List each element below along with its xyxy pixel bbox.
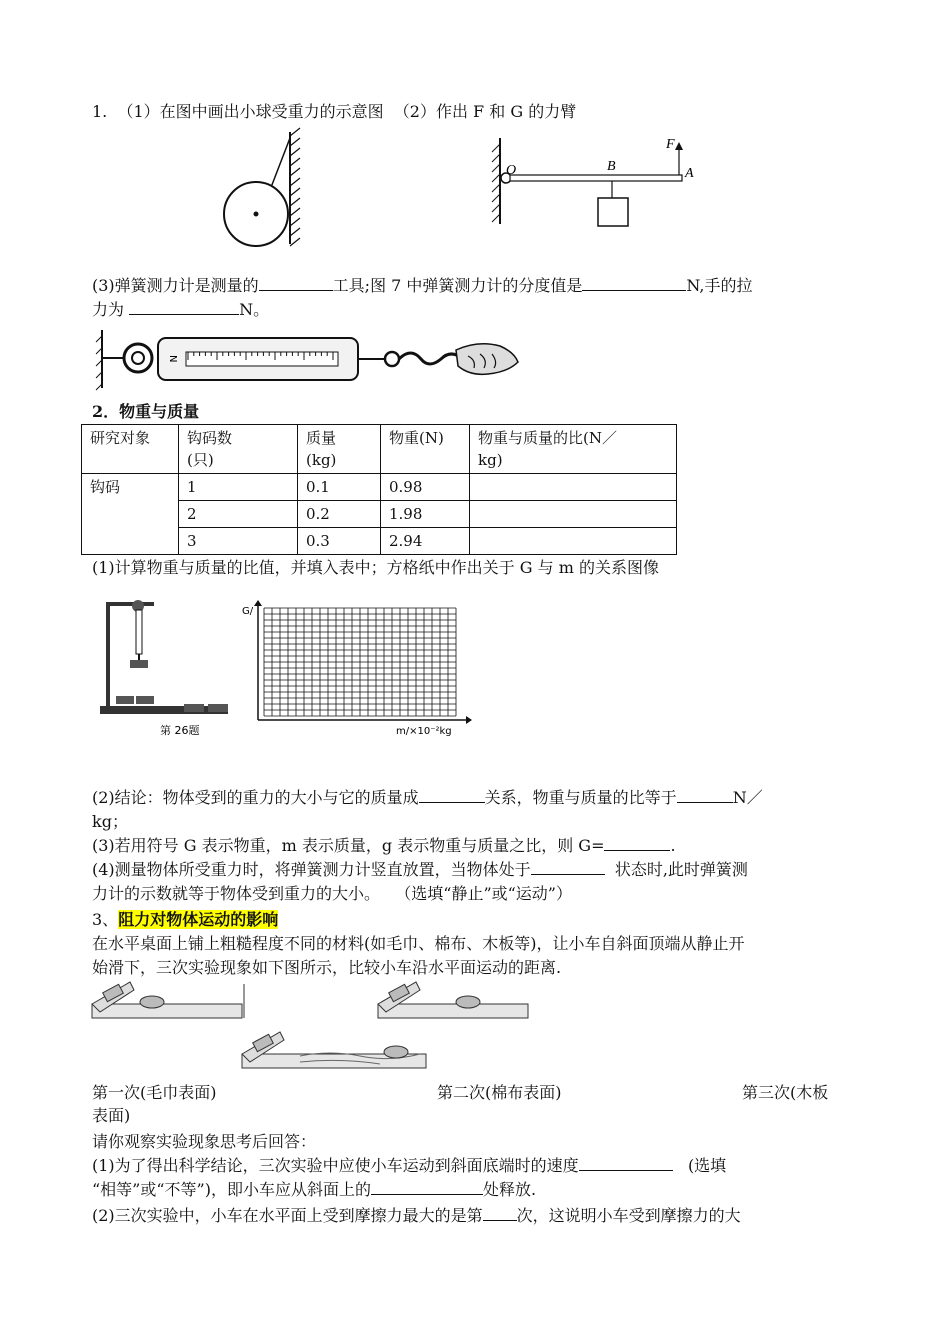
table-cell: 1.98 (381, 501, 470, 528)
table-header-cell: 钩码数 (只) (179, 425, 298, 474)
table-header-cell: 研究对象 (82, 425, 179, 474)
table-cell-ratio-input[interactable] (470, 528, 677, 555)
ramp-figure-wood (240, 1030, 430, 1072)
table-cell: 1 (179, 474, 298, 501)
graph-x-label: m/×10⁻²kg (396, 726, 452, 737)
graph-y-label: G/ (242, 606, 254, 617)
table-header-cell: 物重与质量的比(N／ kg) (470, 425, 677, 474)
caption-first: 第一次(毛巾表面) (92, 1083, 217, 1102)
q1-heading: 1. （1）在图中画出小球受重力的示意图 （2）作出 F 和 G 的力臂 (92, 102, 577, 121)
table-cell: 0.98 (381, 474, 470, 501)
q2-heading: 2．物重与质量 (92, 402, 200, 421)
spring-scale-figure (96, 328, 526, 390)
table-header-cell: 物重(N) (381, 425, 470, 474)
blank-proportion[interactable] (419, 786, 485, 803)
blank-division[interactable] (582, 274, 686, 291)
table-cell: 0.1 (298, 474, 381, 501)
q3-answer1-line1: (1)为了得出科学结论，三次实验中应使小车运动到斜面底端时的速度 (选填 (92, 1156, 727, 1175)
q2-part2-line1: (2)结论：物体受到的重力的大小与它的质量成 关系，物重与质量的比等于 N／ (92, 788, 763, 807)
table-cell-ratio-input[interactable] (470, 474, 677, 501)
blank-trial[interactable] (483, 1204, 517, 1221)
q2-part2-line2: kg； (92, 812, 128, 831)
figure-caption: 第 26题 (160, 724, 200, 737)
q3-answer2: (2)三次实验中，小车在水平面上受到摩擦力最大的是第 次，这说明小车受到摩擦力的大 (92, 1206, 741, 1225)
table-cell: 2 (179, 501, 298, 528)
q3-intro-line2: 始滑下，三次实验现象如下图所示，比较小车沿水平面运动的距离. (92, 958, 562, 977)
q3-title: 阻力对物体运动的影响 (118, 910, 279, 929)
table-cell: 2.94 (381, 528, 470, 555)
scale-unit-label: N (167, 355, 178, 363)
blank-release[interactable] (371, 1178, 483, 1195)
caption-third: 第三次(木板 (742, 1083, 829, 1102)
blank-pull[interactable] (129, 298, 239, 315)
q3-intro-line1: 在水平桌面上铺上粗糙程度不同的材料(如毛巾、棉布、木板等)，让小车自斜面顶端从静止开 (92, 934, 745, 953)
blank-ratio[interactable] (677, 786, 733, 803)
table-cell-object: 钩码 (82, 474, 179, 555)
blank-tool[interactable] (259, 274, 333, 291)
table-cell: 0.2 (298, 501, 381, 528)
q2-part4-line2: 力计的示数就等于物体受到重力的大小。 （选填“静止”或“运动”） (92, 884, 572, 903)
blank-state[interactable] (531, 858, 605, 875)
q1-part3-line1: (3)弹簧测力计是测量的 工具;图 7 中弹簧测力计的分度值是 N,手的拉 (92, 276, 753, 295)
q2-part4-line1: (4)测量物体所受重力时，将弹簧测力计竖直放置，当物体处于 状态时,此时弹簧测 (92, 860, 748, 879)
label-b: B (607, 159, 616, 174)
q3-answer1-line2: “相等”或“不等”)，即小车应从斜面上的 处释放. (92, 1180, 537, 1199)
q3-heading: 3、阻力对物体运动的影响 (92, 910, 279, 929)
graph-paper (240, 600, 470, 740)
table-header-cell: 质量 (kg) (298, 425, 381, 474)
blank-formula[interactable] (604, 834, 670, 851)
q3-ask: 请你观察实验现象思考后回答： (92, 1132, 317, 1151)
table-cell: 0.3 (298, 528, 381, 555)
table-cell-ratio-input[interactable] (470, 501, 677, 528)
table-cell: 3 (179, 528, 298, 555)
lever-figure (486, 132, 706, 242)
q2-part3: (3)若用符号 G 表示物重，m 表示质量，g 表示物重与质量之比，则 G= . (92, 836, 676, 855)
table-row (82, 474, 677, 501)
q1-part3-line2: 力为 N。 (92, 300, 270, 319)
caption-second: 第二次(棉布表面) (437, 1083, 562, 1102)
label-o: O (506, 163, 517, 178)
caption-third-cont: 表面) (92, 1106, 131, 1125)
ramp-figure-towel (90, 980, 246, 1022)
stand-apparatus-figure (98, 598, 238, 738)
q2-part1: (1)计算物重与质量的比值，并填入表中；方格纸中作出关于 G 与 m 的关系图像 (92, 558, 659, 577)
pendulum-figure (218, 128, 308, 248)
blank-speed[interactable] (579, 1154, 673, 1171)
label-a: A (685, 166, 694, 181)
label-f: F (666, 137, 675, 152)
ramp-figure-cotton (376, 980, 532, 1022)
mass-weight-table (81, 424, 677, 555)
table-header-row (82, 425, 677, 474)
